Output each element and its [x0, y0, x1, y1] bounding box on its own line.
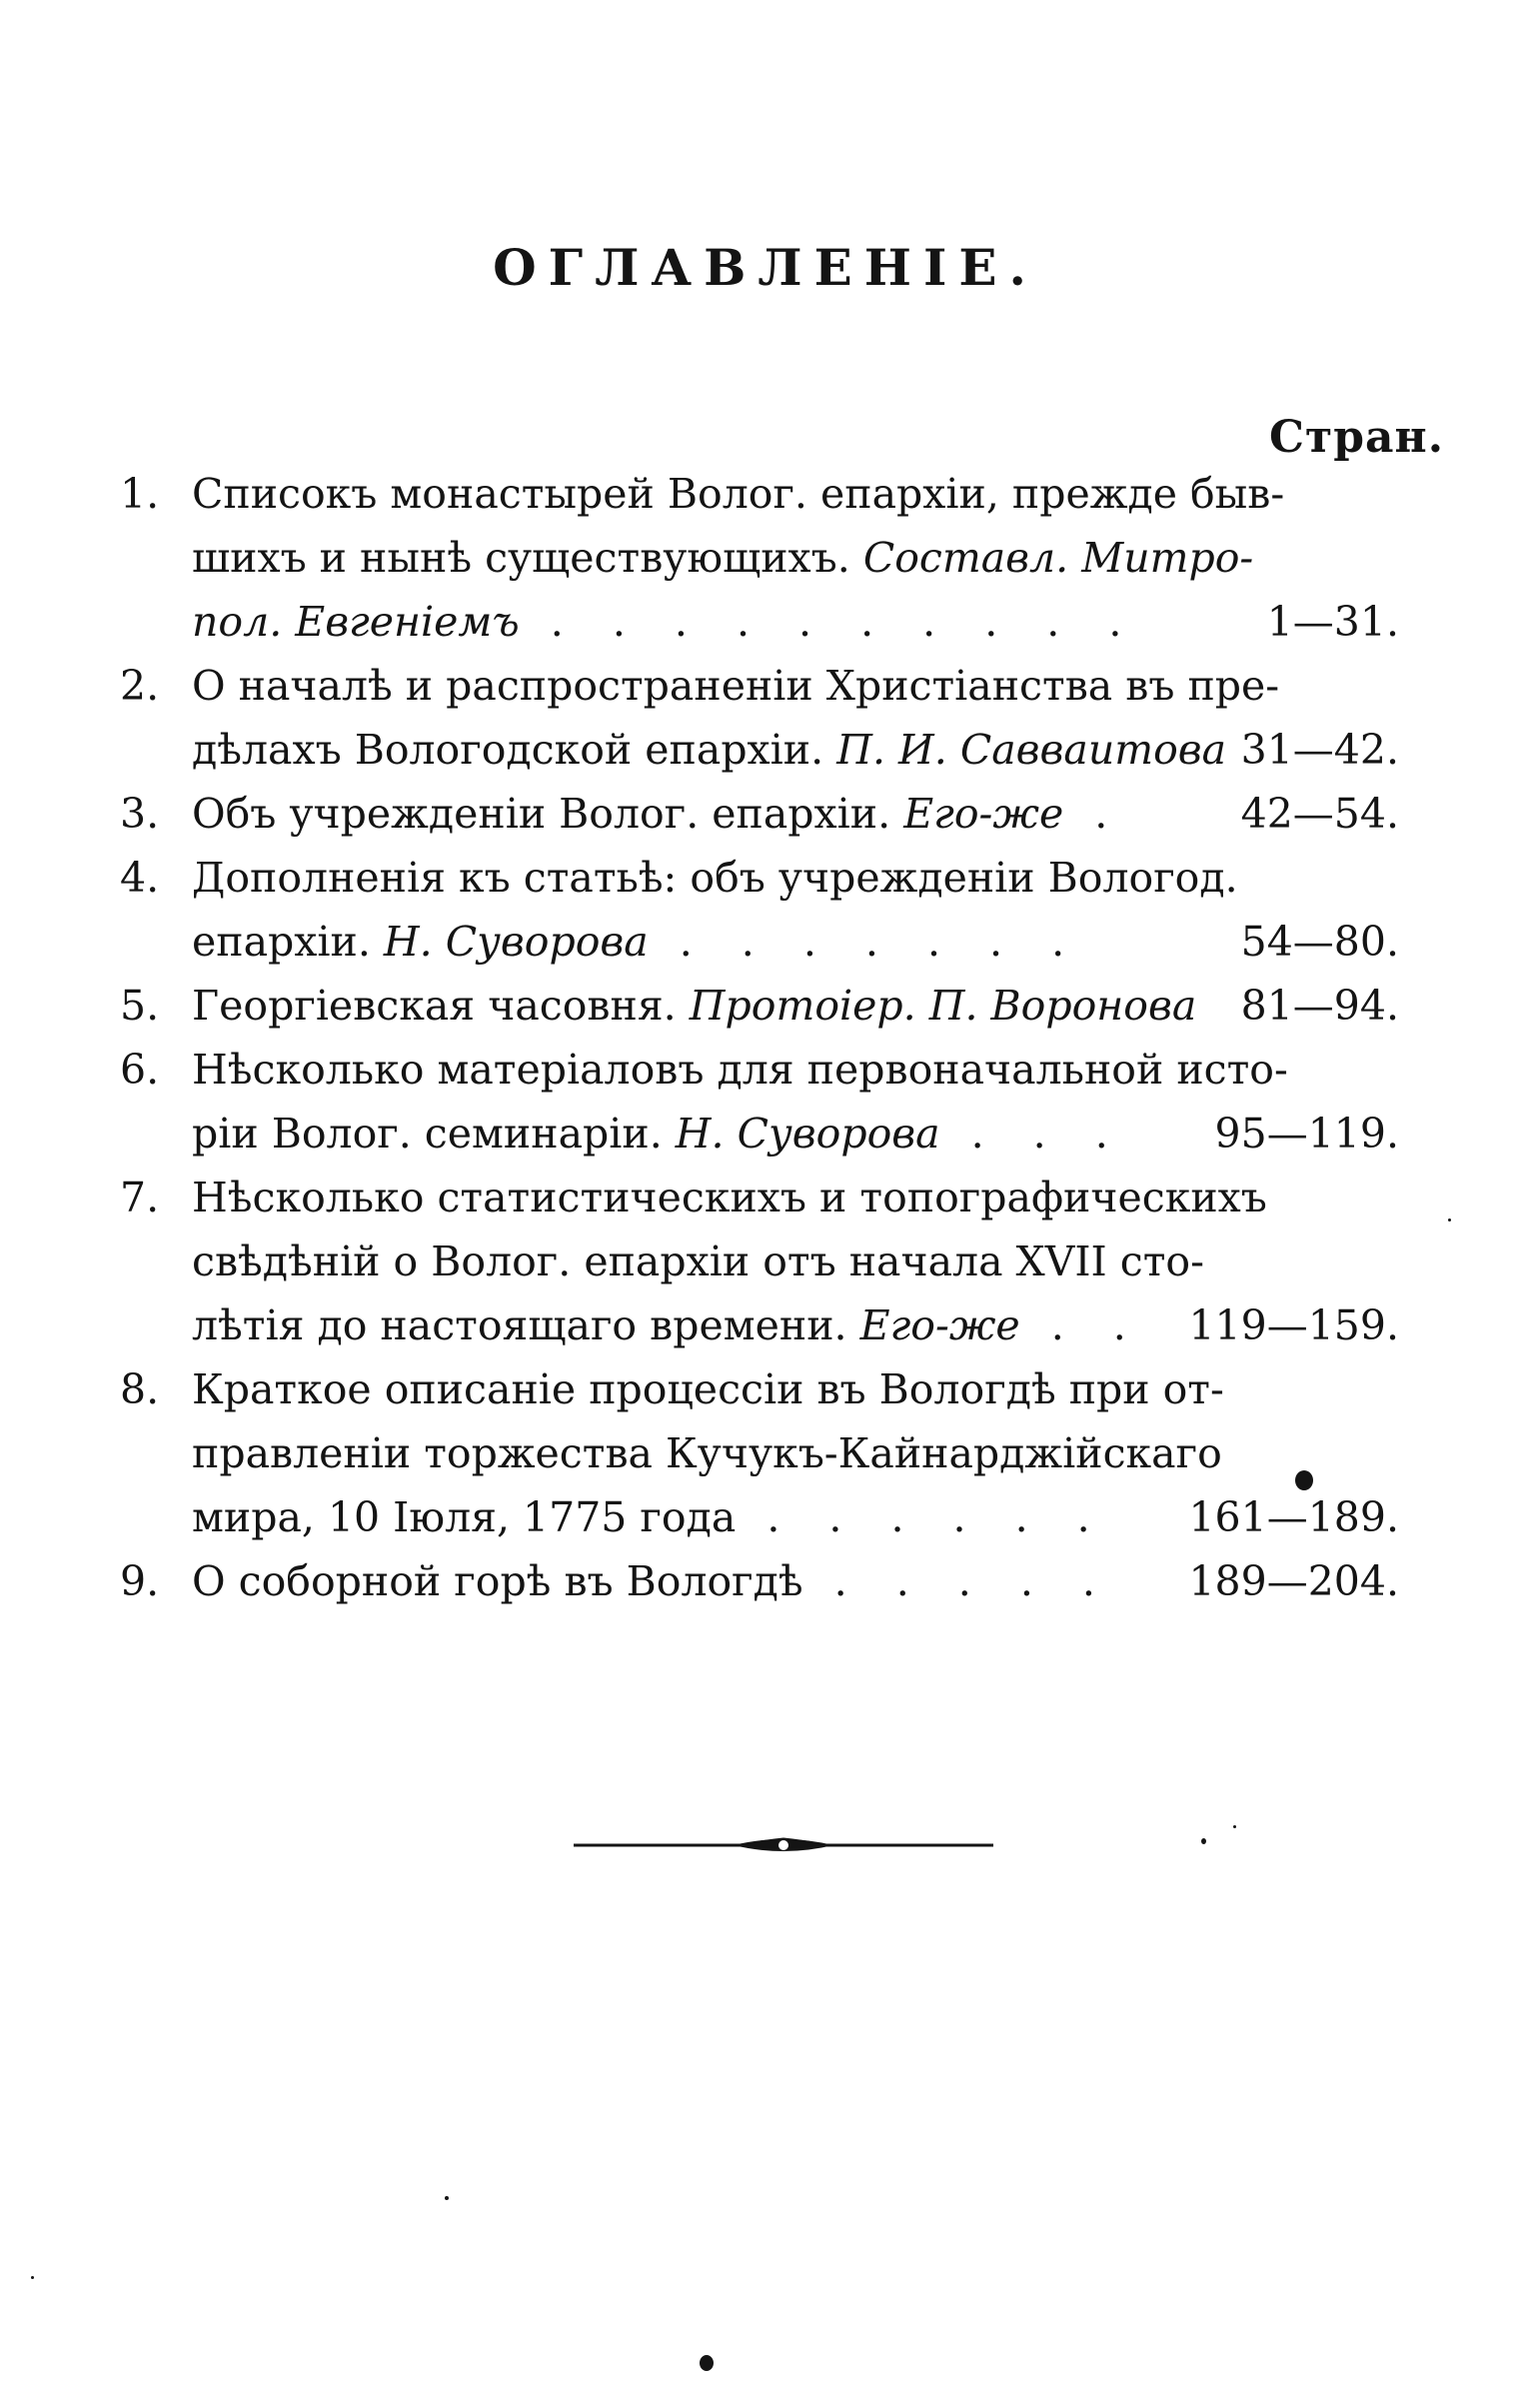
entry-number: 5. [120, 982, 160, 1030]
ornament-divider-icon [574, 1835, 993, 1855]
toc-line [120, 910, 1399, 974]
toc-entry [120, 1038, 1399, 1166]
entry-text [192, 910, 1169, 974]
entry-text-roman: свѣдѣній о Волог. епархіи отъ начала XVII сто- [192, 1237, 1204, 1285]
toc-line [120, 1549, 1399, 1613]
entry-author: пол. Евгеніемъ [192, 598, 520, 646]
entry-text [192, 1229, 1204, 1293]
toc-line [120, 1421, 1399, 1485]
entry-text-roman: шихъ и нынѣ существующихъ. [192, 534, 850, 582]
entry-text-roman: О соборной горѣ въ Вологдѣ [192, 1557, 803, 1605]
entry-text-roman: Георгіевская часовня. [192, 982, 677, 1030]
toc-line [120, 846, 1399, 910]
ink-speck [1448, 1218, 1451, 1221]
dot-leader: . . . . . [802, 1557, 1113, 1605]
page-range: 42—54. [1240, 790, 1399, 838]
toc-line [120, 1293, 1399, 1357]
entry-text [192, 526, 1254, 590]
entry-text-roman: О началѣ и распространеніи Христіанства въ пре- [192, 662, 1280, 710]
entry-text [192, 654, 1280, 718]
dot-leader: . . [1019, 1301, 1144, 1349]
entry-text [192, 1549, 1169, 1613]
entry-number: 9. [120, 1557, 160, 1605]
entry-text [192, 1357, 1224, 1421]
toc-line [120, 782, 1399, 846]
toc-line [120, 654, 1399, 718]
entry-author: Составл. Митро- [862, 534, 1254, 582]
entry-number: 1. [120, 470, 160, 518]
page-range: 119—159. [1188, 1301, 1399, 1349]
entry-text-roman: ріи Волог. семинаріи. [192, 1110, 663, 1158]
ink-speck [445, 2196, 449, 2200]
entry-author: Н. Суворова [383, 918, 649, 966]
ink-speck [1295, 1470, 1313, 1490]
entry-author: П. И. Савваитова [836, 726, 1227, 774]
entry-text-roman: Дополненія къ статьѣ: объ учрежденіи Вологод. [192, 854, 1238, 902]
entry-text-roman: дѣлахъ Вологодской епархіи. [192, 726, 824, 774]
toc-entry [120, 846, 1399, 974]
entry-author: Протоіер. П. Воронова [689, 982, 1197, 1030]
dot-leader: . . . . . . . . . . [519, 598, 1140, 646]
toc-line [120, 462, 1399, 526]
entry-author: Его-же [859, 1301, 1020, 1349]
entry-text [192, 718, 1227, 782]
entry-text [192, 1485, 1169, 1549]
pages-column-header: Стран. [1269, 412, 1445, 463]
entry-text-roman: Объ учрежденіи Волог. епархіи. [192, 790, 891, 838]
entry-number: 3. [120, 790, 160, 838]
toc-line [120, 1229, 1399, 1293]
entry-text-roman: Нѣсколько статистическихъ и топографическихъ [192, 1174, 1267, 1221]
entry-text-roman: Краткое описаніе процессіи въ Вологдѣ при от- [192, 1365, 1224, 1413]
entry-text-roman: мира, 10 Іюля, 1775 года [192, 1493, 737, 1541]
entry-text [192, 1102, 1169, 1166]
entry-author: Его-же [903, 790, 1064, 838]
toc-entry [120, 974, 1399, 1038]
entry-text-roman: лѣтія до настоящаго времени. [192, 1301, 847, 1349]
toc-entry [120, 654, 1399, 782]
entry-number: 4. [120, 854, 160, 902]
toc-entry [120, 1166, 1399, 1357]
toc-line [120, 974, 1399, 1038]
entry-text [192, 590, 1169, 654]
dot-leader: . . . [939, 1110, 1126, 1158]
entry-text [192, 1293, 1169, 1357]
entry-text [192, 782, 1169, 846]
entry-text [192, 1166, 1267, 1229]
entry-text-roman: правленіи торжества Кучукъ-Кайнарджійскаго [192, 1429, 1222, 1477]
toc-line [120, 718, 1399, 782]
toc-line [120, 1357, 1399, 1421]
entry-text-roman: Списокъ монастырей Волог. епархіи, прежде быв- [192, 470, 1285, 518]
page-range: 31—42. [1240, 726, 1399, 774]
toc-line [120, 526, 1399, 590]
entry-text-roman: епархіи. [192, 918, 371, 966]
dot-leader: . [1063, 790, 1126, 838]
entry-text-roman: Нѣсколько матеріаловъ для первоначальной исто- [192, 1046, 1288, 1094]
entry-author: Н. Суворова [675, 1110, 940, 1158]
ink-speck [31, 2276, 34, 2279]
dot-leader: . . . . . . . [648, 918, 1083, 966]
entry-text [192, 974, 1197, 1038]
page-range: 95—119. [1214, 1110, 1399, 1158]
entry-number: 6. [120, 1046, 160, 1094]
table-of-contents [120, 462, 1399, 1613]
toc-line [120, 1102, 1399, 1166]
ink-speck [1233, 1825, 1236, 1828]
ink-speck [700, 2355, 714, 2371]
toc-entry [120, 462, 1399, 654]
page-range: 189—204. [1188, 1557, 1399, 1605]
toc-entry [120, 1549, 1399, 1613]
page-range: 161—189. [1188, 1493, 1399, 1541]
toc-line [120, 590, 1399, 654]
page-range: 54—80. [1240, 918, 1399, 966]
entry-number: 8. [120, 1365, 160, 1413]
toc-entry [120, 1357, 1399, 1549]
page-title: ОГЛАВЛЕНІЕ. [493, 238, 1038, 297]
entry-number: 2. [120, 662, 160, 710]
ink-speck [1201, 1838, 1206, 1844]
entry-number: 7. [120, 1174, 160, 1221]
toc-line [120, 1485, 1399, 1549]
entry-text [192, 1038, 1288, 1102]
toc-line [120, 1038, 1399, 1102]
dot-leader: . . . . . . [736, 1493, 1108, 1541]
toc-line [120, 1166, 1399, 1229]
page-range: 1—31. [1266, 598, 1399, 646]
page-range: 81—94. [1240, 982, 1399, 1030]
toc-entry [120, 782, 1399, 846]
entry-text [192, 1421, 1222, 1485]
entry-text [192, 462, 1285, 526]
entry-text [192, 846, 1238, 910]
